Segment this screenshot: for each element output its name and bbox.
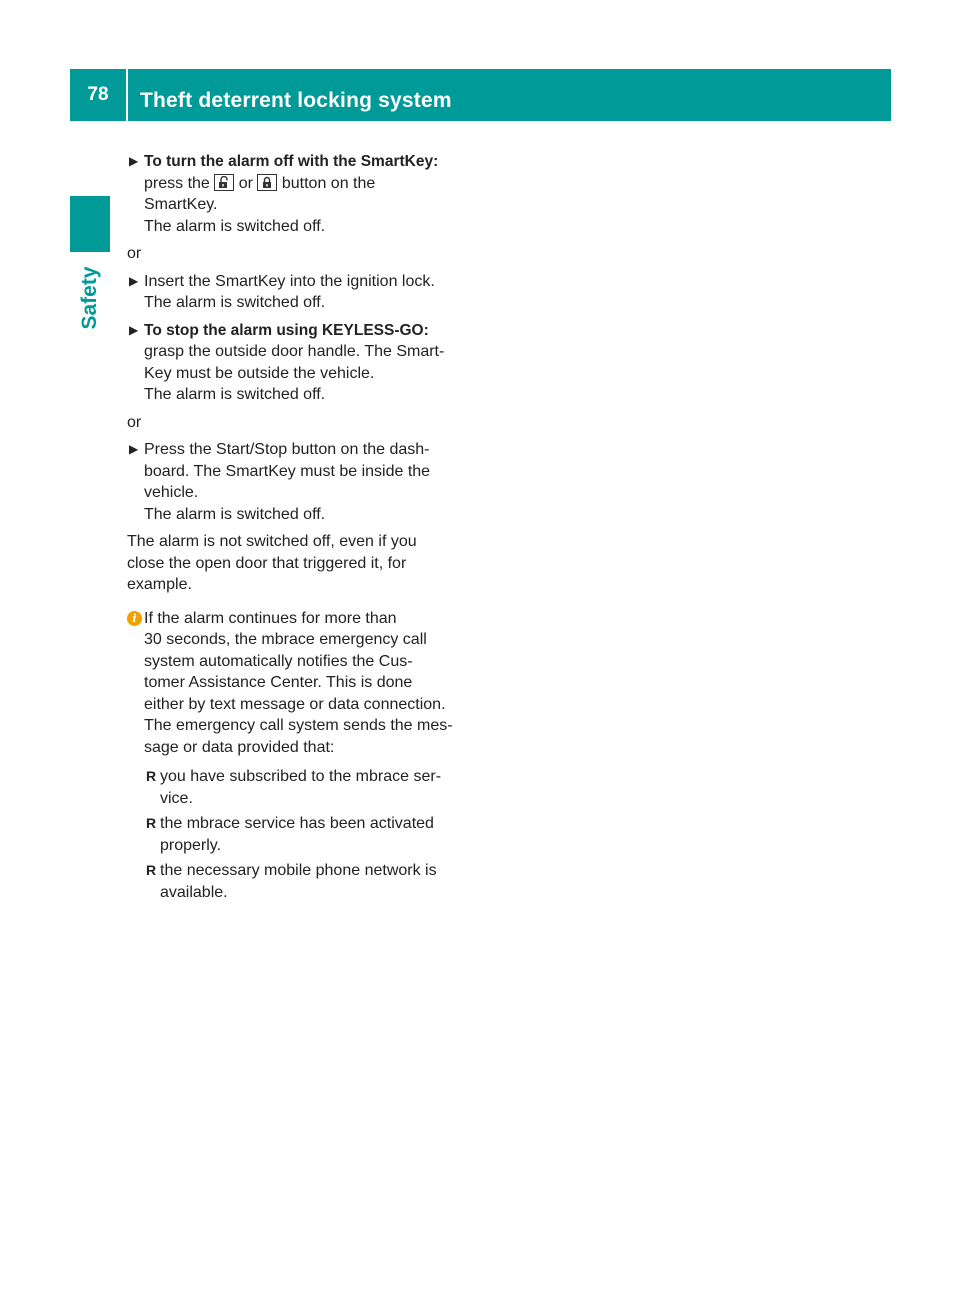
step-result: The alarm is switched off. (144, 217, 326, 235)
arrow-right-icon: ▶ (129, 154, 139, 168)
step-text: board. The SmartKey must be inside the (144, 462, 431, 480)
or-separator: or (127, 413, 142, 431)
list-item: R you have subscribed to the mbrace ser- vice. (146, 768, 442, 807)
arrow-right-icon: ▶ (129, 322, 139, 337)
info-note: i If the alarm continues for more than 30 seconds, the mbrace emergency call system automatically notifies the Cus- tomer Assistance Center. This is done either by text message or data connection. The emergency call system sends the mes- sage or data provided that: R you have subscribed to the mbrace ser- vice. R the mbrace service has been activated properly. R the necessary mobile phone network is available. (127, 608, 467, 904)
note-paragraph: The alarm is not switched off, even if you close the open door that triggered it, for example. (127, 533, 417, 593)
step-heading: To turn the alarm off with the SmartKey: (144, 153, 439, 170)
page-number: 78 (87, 84, 109, 105)
step-text: press the or button on the (144, 174, 376, 192)
step-text: Key must be outside the vehicle. (144, 364, 375, 382)
bullet-icon: R (146, 768, 157, 784)
step-result: The alarm is switched off. (144, 294, 326, 311)
step-ignition-lock (127, 271, 467, 314)
step-text: grasp the outside door handle. The Smart- (144, 343, 445, 360)
step-text: SmartKey. (144, 196, 218, 213)
header-separator (126, 69, 128, 121)
main-content (127, 151, 467, 907)
page-title: Theft deterrent locking system (140, 89, 452, 112)
step-result: The alarm is switched off. (144, 505, 326, 523)
info-icon: i (127, 611, 142, 626)
side-tab-block (70, 196, 110, 252)
lock-icon (257, 174, 277, 191)
or-separator: or (127, 245, 142, 262)
side-tab-label: Safety (78, 266, 101, 330)
arrow-right-icon: ▶ (129, 442, 139, 456)
list-item: R the mbrace service has been activated properly. (146, 815, 434, 854)
step-turn-off-smartkey (127, 151, 467, 237)
bullet-icon: R (146, 862, 157, 878)
unlock-icon (214, 174, 234, 191)
condition-list (144, 766, 467, 903)
step-heading: To stop the alarm using KEYLESS-GO: (144, 321, 429, 339)
side-tab (70, 258, 110, 338)
step-text: Press the Start/Stop button on the dash- (144, 441, 430, 458)
list-item: R the necessary mobile phone network is available. (146, 862, 437, 901)
step-text: Insert the SmartKey into the ignition lock. (144, 272, 435, 290)
bullet-icon: R (146, 815, 157, 831)
arrow-right-icon: ▶ (129, 273, 139, 288)
step-stop-keyless-go (127, 320, 467, 406)
step-result: The alarm is switched off. (144, 386, 326, 403)
step-start-stop-button (127, 439, 467, 525)
step-text: vehicle. (144, 484, 199, 501)
